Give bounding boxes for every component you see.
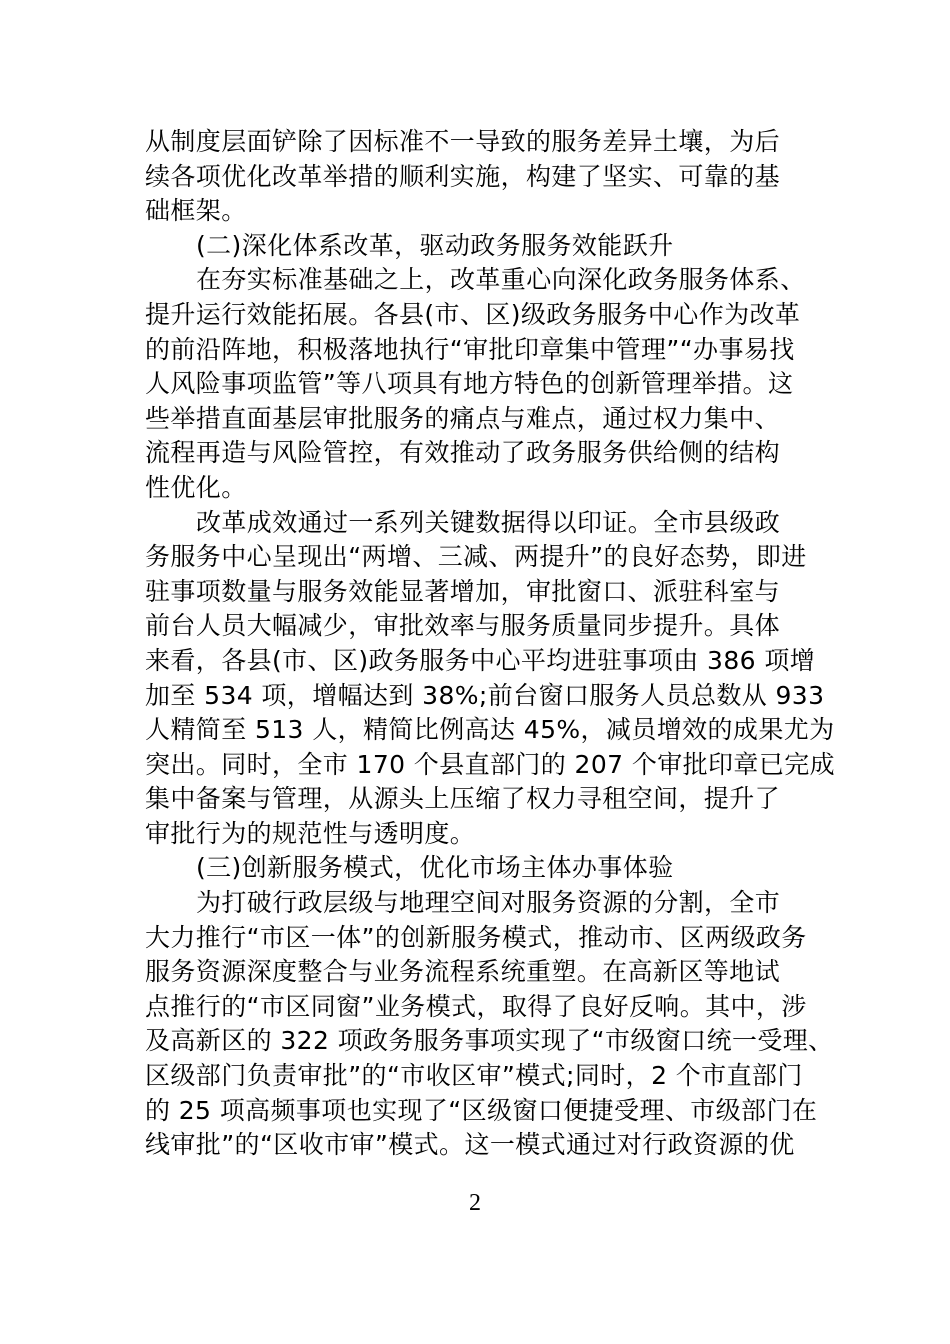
text-line: 集中备案与管理，从源头上压缩了权力寻租空间，提升了 <box>145 784 781 814</box>
section-heading-3 <box>145 851 835 886</box>
text-line: 提升运行效能拓展。各县(市、区)级政务服务中心作为改革 <box>145 299 801 329</box>
text-line: 来看，各县(市、区)政务服务中心平均进驻事项由 386 项增 <box>145 645 816 675</box>
text-line: 的前沿阵地，积极落地执行“审批印章集中管理”“办事易找 <box>145 334 795 364</box>
text-line: 础框架。 <box>145 196 247 226</box>
text-line: 大力推行“市区一体”的创新服务模式，推动市、区两级政务 <box>145 922 807 952</box>
text-line: 流程再造与风险管控，有效推动了政务服务供给侧的结构 <box>145 438 781 468</box>
paragraph-system-reform <box>145 263 835 505</box>
document-body <box>145 125 835 1163</box>
text-line: 人精简至 513 人，精简比例高达 45%，减员增效的成果尤为 <box>145 715 835 745</box>
text-line: 人风险事项监管”等八项具有地方特色的创新管理举措。这 <box>145 369 794 399</box>
text-line: 及高新区的 322 项政务服务事项实现了“市级窗口统一受理、 <box>145 1026 834 1056</box>
text-line: 的 25 项高频事项也实现了“区级窗口便捷受理、市级部门在 <box>145 1095 818 1125</box>
paragraph-reform-results <box>145 506 835 852</box>
text-line: 改革成效通过一系列关键数据得以印证。全市县级政 <box>196 507 781 537</box>
heading-line: (二)深化体系改革，驱动政务服务效能跃升 <box>196 230 674 260</box>
text-line: 线审批”的“区收市审”模式。这一模式通过对行政资源的优 <box>145 1130 795 1160</box>
heading-line: (三)创新服务模式，优化市场主体办事体验 <box>196 853 674 883</box>
text-line: 在夯实标准基础之上，改革重心向深化政务服务体系、 <box>196 265 806 295</box>
text-line: 驻事项数量与服务效能显著增加，审批窗口、派驻科室与 <box>145 576 781 606</box>
text-line: 务服务中心呈现出“两增、三减、两提升”的良好态势，即进 <box>145 542 807 572</box>
text-line: 区级部门负责审批”的“市收区审”模式;同时，2 个市直部门 <box>145 1061 803 1091</box>
text-line: 续各项优化改革举措的顺利实施，构建了坚实、可靠的基 <box>145 161 781 191</box>
text-line: 审批行为的规范性与透明度。 <box>145 818 476 848</box>
section-heading-2 <box>145 229 835 264</box>
text-line: 加至 534 项，增幅达到 38%;前台窗口服务人员总数从 933 <box>145 680 825 710</box>
paragraph-service-model <box>145 886 835 1163</box>
text-line: 点推行的“市区同窗”业务模式，取得了良好反响。其中，涉 <box>145 991 807 1021</box>
text-line: 性优化。 <box>145 472 247 502</box>
text-line: 从制度层面铲除了因标准不一导致的服务差异土壤，为后 <box>145 127 781 156</box>
page-number: 2 <box>469 1190 481 1216</box>
paragraph-continuation <box>145 125 835 229</box>
text-line: 为打破行政层级与地理空间对服务资源的分割，全市 <box>196 888 781 918</box>
text-line: 突出。同时，全市 170 个县直部门的 207 个审批印章已完成 <box>145 749 836 779</box>
text-line: 前台人员大幅减少，审批效率与服务质量同步提升。具体 <box>145 611 781 641</box>
text-line: 服务资源深度整合与业务流程系统重塑。在高新区等地试 <box>145 957 781 987</box>
text-line: 些举措直面基层审批服务的痛点与难点，通过权力集中、 <box>145 403 781 433</box>
